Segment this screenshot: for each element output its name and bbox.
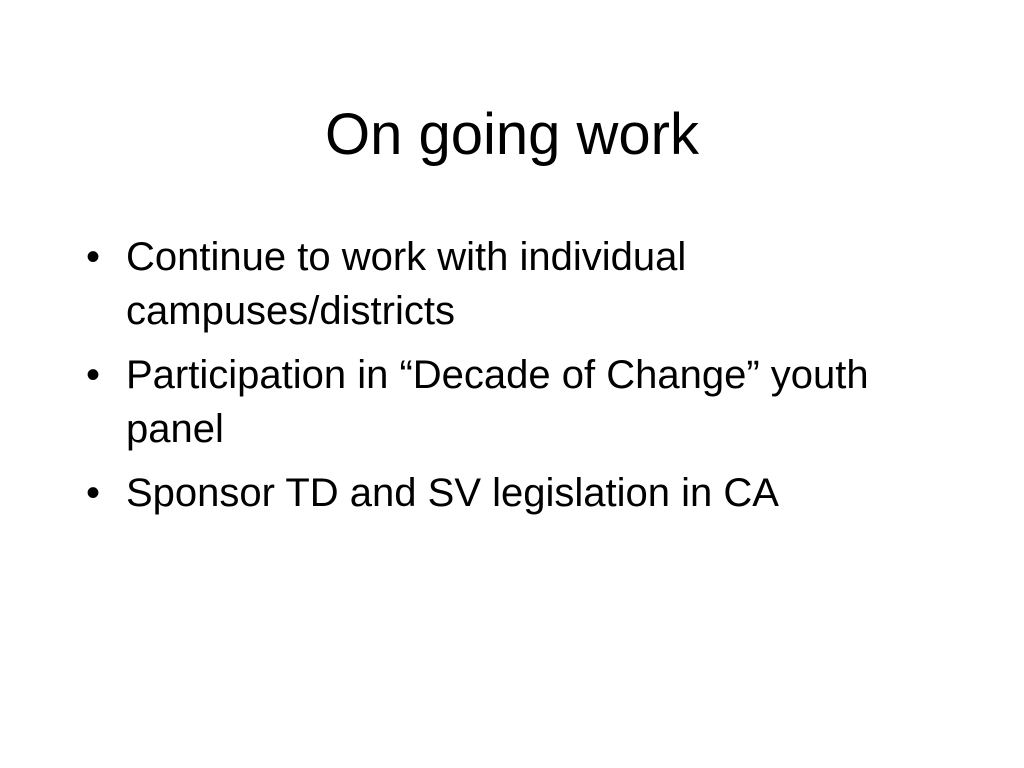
- bullet-item-2: [86, 348, 966, 456]
- bullet-text: Participation in “Decade of Change” youth panel: [126, 353, 869, 451]
- slide-title: On going work: [325, 102, 699, 167]
- bullet-item-1: [86, 230, 966, 338]
- bullet-list: [86, 230, 966, 530]
- bullet-text: Continue to work with individual campuses/districts: [126, 235, 687, 333]
- bullet-item-3: [86, 466, 966, 520]
- bullet-marker: •: [86, 471, 101, 515]
- bullet-text: Sponsor TD and SV legislation in CA: [126, 471, 779, 515]
- bullet-marker: •: [86, 235, 101, 279]
- bullet-marker: •: [86, 353, 101, 397]
